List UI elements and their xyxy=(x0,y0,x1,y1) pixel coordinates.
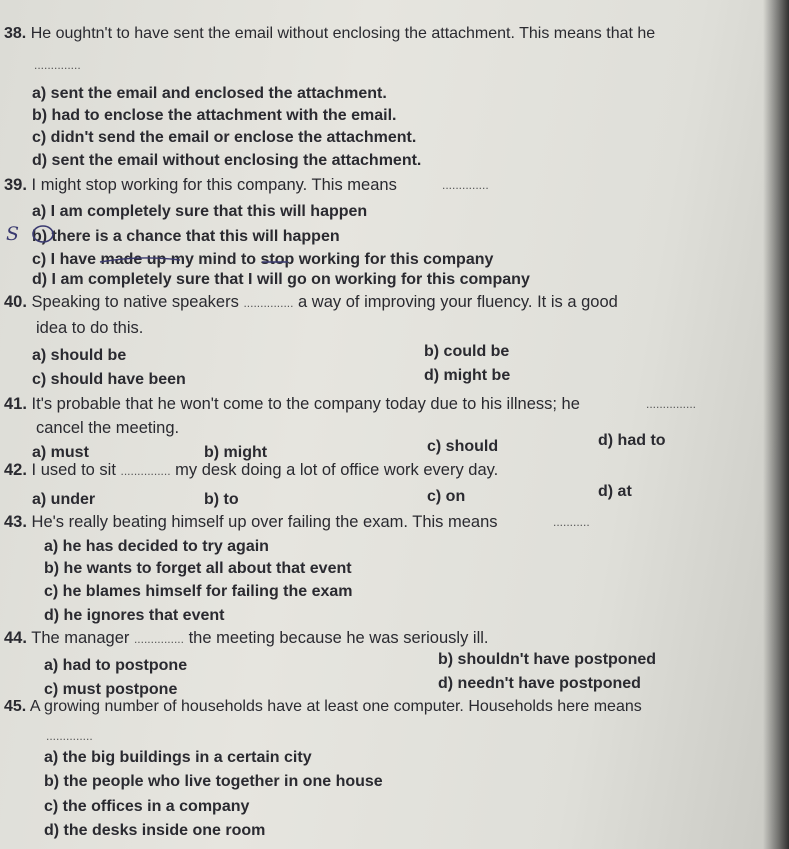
option-b: b) there is a chance that this will happen xyxy=(32,228,340,245)
handwritten-mark: S xyxy=(6,223,20,245)
option-a: a) must xyxy=(32,444,89,461)
option-a: a) sent the email and enclosed the attachment. xyxy=(32,85,387,102)
page-shadow-edge xyxy=(763,0,789,849)
option-c: c) should xyxy=(427,438,499,455)
option-a: a) he has decided to try again xyxy=(44,538,269,555)
answer-blank: ............... xyxy=(646,397,697,411)
option-c: c) didn't send the email or enclose the attachment. xyxy=(32,129,417,146)
question-text-line2: idea to do this. xyxy=(36,319,144,337)
option-d: d) the desks inside one room xyxy=(44,822,266,839)
question-45 xyxy=(4,697,642,717)
answer-blank: ............... xyxy=(243,296,294,310)
option-c: c) he blames himself for failing the exam xyxy=(44,583,353,600)
question-text-line2: cancel the meeting. xyxy=(36,419,180,437)
question-38 xyxy=(4,24,655,44)
question-41 xyxy=(4,394,580,414)
question-number: 45. xyxy=(4,698,27,715)
answer-blank: ............... xyxy=(120,464,171,478)
option-d: d) needn't have postponed xyxy=(438,675,641,692)
question-text: He's really beating himself up over failing the exam. This means xyxy=(31,513,498,531)
option-b: b) might xyxy=(204,444,268,461)
answer-blank: ........... xyxy=(553,515,590,529)
question-number: 43. xyxy=(4,513,27,531)
option-b: b) the people who live together in one house xyxy=(44,773,383,790)
question-39 xyxy=(4,175,397,195)
option-d: d) at xyxy=(598,483,632,500)
question-text: A growing number of households have at least one computer. Households here means xyxy=(29,698,642,715)
question-text-after: the meeting because he was seriously ill. xyxy=(188,629,489,647)
option-a: a) the big buildings in a certain city xyxy=(44,749,312,766)
question-number: 42. xyxy=(4,461,27,479)
option-d: d) might be xyxy=(424,367,511,384)
question-number: 38. xyxy=(4,25,27,42)
question-text: He oughtn't to have sent the email without enclosing the attachment. This means that he xyxy=(30,25,656,42)
option-b: b) he wants to forget all about that event xyxy=(44,560,352,577)
pen-annotations-icon xyxy=(30,222,390,266)
option-b: b) could be xyxy=(424,343,510,360)
answer-blank: ............... xyxy=(133,632,184,646)
option-a: a) I am completely sure that this will happen xyxy=(32,203,368,220)
question-text: Speaking to native speakers xyxy=(31,293,239,311)
question-number: 39. xyxy=(4,176,27,194)
option-c: c) should have been xyxy=(32,371,186,388)
question-43 xyxy=(4,512,498,532)
option-d: d) he ignores that event xyxy=(44,607,225,624)
option-d: d) I am completely sure that I will go on working for this company xyxy=(32,271,530,288)
option-a: a) under xyxy=(32,491,96,508)
question-text-after: a way of improving your fluency. It is a good xyxy=(298,293,618,311)
option-b: b) shouldn't have postponed xyxy=(438,651,657,668)
option-c: c) I have made up my mind to stop working for this company xyxy=(32,251,494,268)
question-number: 40. xyxy=(4,293,27,311)
question-text-after: my desk doing a lot of office work every day. xyxy=(175,461,499,479)
option-c: c) the offices in a company xyxy=(44,798,250,815)
question-text: I might stop working for this company. This means xyxy=(31,176,397,194)
answer-blank: .............. xyxy=(442,178,489,192)
question-number: 44. xyxy=(4,629,27,647)
question-44 xyxy=(4,628,489,649)
option-d: d) sent the email without enclosing the attachment. xyxy=(32,152,422,169)
question-40 xyxy=(4,292,618,313)
option-c: c) on xyxy=(427,488,466,505)
option-b: b) to xyxy=(204,491,239,508)
question-text: The manager xyxy=(31,629,130,647)
question-text: I used to sit xyxy=(31,461,116,479)
option-a: a) had to postpone xyxy=(44,657,188,674)
question-number: 41. xyxy=(4,395,27,413)
question-text: It's probable that he won't come to the company today due to his illness; he xyxy=(31,395,580,413)
option-a: a) should be xyxy=(32,347,127,364)
option-d: d) had to xyxy=(598,432,666,449)
question-42 xyxy=(4,460,498,481)
option-b: b) had to enclose the attachment with the email. xyxy=(32,107,397,124)
answer-blank: .............. xyxy=(46,729,93,743)
option-c: c) must postpone xyxy=(44,681,178,698)
answer-blank: .............. xyxy=(34,58,81,72)
